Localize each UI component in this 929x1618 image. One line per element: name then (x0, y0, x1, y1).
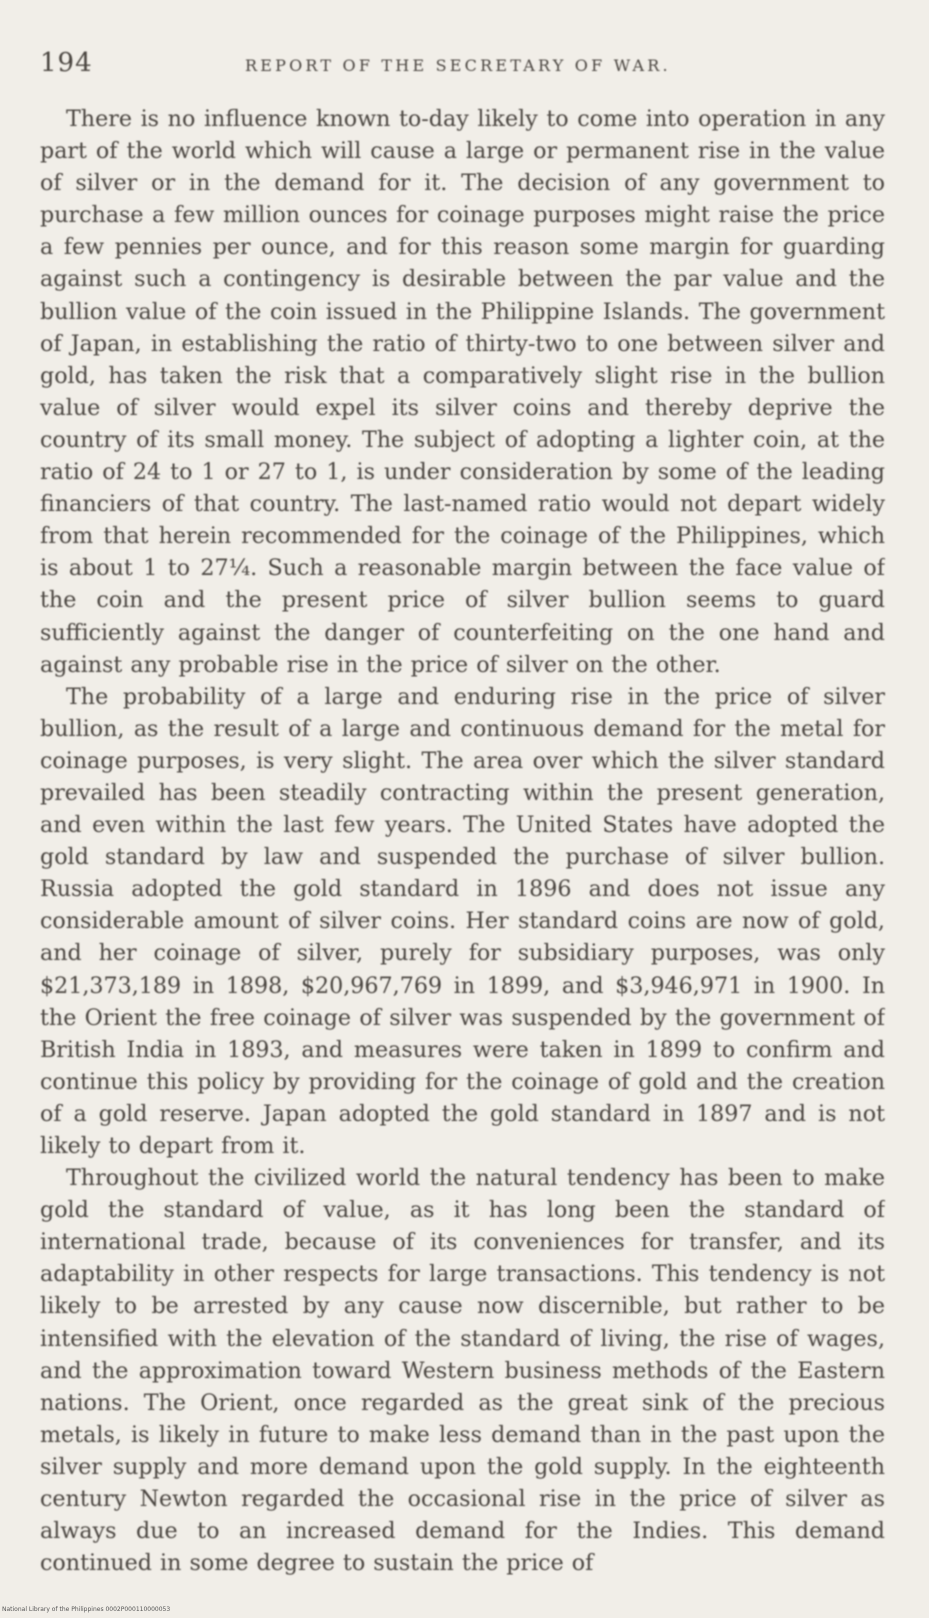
running-head: REPORT OF THE SECRETARY OF WAR. (245, 56, 671, 75)
page-header (40, 48, 885, 88)
page-number: 194 (40, 48, 93, 78)
paragraph-silver-influence: There is no influence known to-day likely to come into operation in any part of the world which will cause a large or permanent rise in the value of silver or in the demand for it. The decision of any government to purchase a few million ounces for coinage purposes might raise the price a few pennies per ounce, and for this reason some margin for guarding against such a contingency is desirable between the par value and the bullion value of the coin issued in the Philippine Islands. The government of Japan, in establishing the ratio of thirty-two to one between silver and gold, has taken the risk that a comparatively slight rise in the bullion value of silver would expel its silver coins and thereby deprive the country of its small money. The subject of adopting a lighter coin, at the ratio of 24 to 1 or 27 to 1, is under consideration by some of the leading financiers of that country. The last-named ratio would not depart widely from that herein recommended for the coinage of the Philippines, which is about 1 to 27¼. Such a reasonable margin between the face value of the coin and the present price of silver bullion seems to guard sufficiently against the danger of counterfeiting on the one hand and against any probable rise in the price of silver on the other. (40, 106, 885, 678)
paragraph-gold-standard: Throughout the civilized world the natural tendency has been to make gold the standard of value, as it has long been the standard of international trade, because of its conveniences for transfer, and its adaptability in other respects for large transactions. This tendency is not likely to be arrested by any cause now discernible, but rather to be intensified with the elevation of the standard of living, the rise of wages, and the approximation toward Western business methods of the Eastern nations. The Orient, once regarded as the great sink of the precious metals, is likely in future to make less demand than in the past upon the silver supply and more demand upon the gold supply. In the eighteenth century Newton regarded the occasional rise in the price of silver as always due to an increased demand for the Indies. This demand continued in some degree to sustain the price of (40, 1165, 885, 1577)
scan-footer: National Library of the Philippines 0002P000110000053 (2, 1606, 171, 1613)
paragraph-silver-probability: The probability of a large and enduring rise in the price of silver bullion, as the result of a large and continuous demand for the metal for coinage purposes, is very slight. The area over which the silver standard prevailed has been steadily contracting within the present generation, and even within the last few years. The United States have adopted the gold standard by law and suspended the purchase of silver bullion. Russia adopted the gold standard in 1896 and does not issue any considerable amount of silver coins. Her standard coins are now of gold, and her coinage of silver, purely for subsidiary purposes, was only $21,373,189 in 1898, $20,967,769 in 1899, and $3,946,971 in 1900. In the Orient the free coinage of silver was suspended by the government of British India in 1893, and measures were taken in 1899 to confirm and continue this policy by providing for the coinage of gold and the creation of a gold reserve. Japan adopted the gold standard in 1897 and is not likely to depart from it. (40, 683, 885, 1159)
body-text (40, 103, 885, 1583)
